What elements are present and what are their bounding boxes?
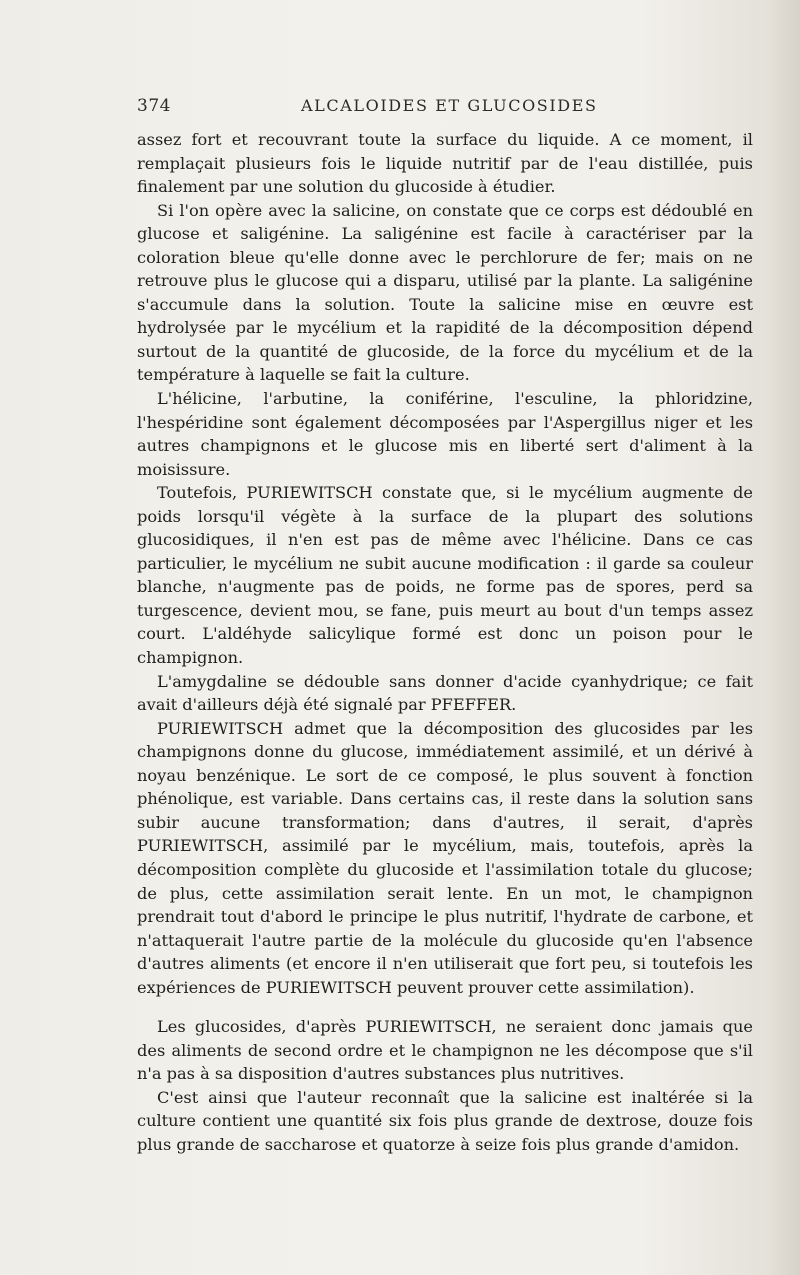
page-number: 374 [137,96,171,116]
paragraph-helicine: L'hélicine, l'arbutine, la coniférine, l'esculine, la phloridzine, l'hespéridine sont également décomposées par l'Aspergillus niger et les autres champignons et le glucose mis en liberté sert d'aliment à la moisissure. [137,389,753,479]
running-head: ALCALOIDES ET GLUCOSIDES [301,96,598,115]
paragraph-continued: assez fort et recouvrant toute la surface du liquide. A ce moment, il remplaçait plusieurs fois le liquide nutritif par de l'eau distillée, puis finalement par une solution du glucoside à étudier. [137,130,753,197]
page-header [137,96,607,120]
paragraph-salicine-inalteree: C'est ainsi que l'auteur reconnaît que la salicine est inaltérée si la culture contient une quantité six fois plus grande de dextrose, douze fois plus grande de saccharose et quatorze à seize fois plus grande d'amidon. [137,1087,753,1154]
paragraph-amygdaline: L'amygdaline se dédouble sans donner d'acide cyanhydrique; ce fait avait d'ailleurs déjà été signalé par PFEFFER. [137,671,753,715]
paragraph-puriewitsch-admet: PURIEWITSCH admet que la décomposition des glucosides par les champignons donne du glucose, immédiatement assimilé, et un dérivé à noyau benzénique. Le sort de ce composé, le plus souvent à fonction phénolique, est variable. Dans certains cas, il reste dans la solution sans subir aucune transformation; dans d'autres, il serait, d'après PURIEWITSCH, assimilé par le mycélium, mais, toutefois, après la décomposition complète du glucoside et l'assimilation totale du glucose; de plus, cette assimilation serait lente. En un mot, le champignon prendrait tout d'abord le principe le plus nutritif, l'hydrate de carbone, et n'attaquerait l'autre partie de la molécule du glucoside qu'en l'absence d'autres aliments (et encore il n'en utiliserait que fort peu, si toutefois les expériences de PURIEWITSCH peuvent prouver cette assimilation). [137,718,753,997]
paragraph-salicine: Si l'on opère avec la salicine, on constate que ce corps est dédoublé en glucose et saligénine. La saligénine est facile à caractériser par la coloration bleue qu'elle donne avec le perchlorure de fer; mais on ne retrouve plus le glucose qui a disparu, utilisé par la plante. La saligénine s'accumule dans la solution. Toute la salicine mise en œuvre est hydrolysée par le mycélium et la rapidité de la décomposition dépend surtout de la quantité de glucoside, de la force du mycélium et de la température à laquelle se fait la culture. [137,200,753,385]
body-text [137,128,753,1157]
paragraph-toutefois: Toutefois, PURIEWITSCH constate que, si le mycélium augmente de poids lorsqu'il végète à la surface de la plupart des solutions glucosidiques, il n'en est pas de même avec l'hélicine. Dans ce cas particulier, le mycélium ne subit aucune modification : il garde sa couleur blanche, n'augmente pas de poids, ne forme pas de spores, perd sa turgescence, devient mou, se fane, puis meurt au bout d'un temps assez court. L'aldéhyde salicylique formé est donc un poison pour le champignon. [137,483,753,668]
paragraph-glucosides-aliments: Les glucosides, d'après PURIEWITSCH, ne seraient donc jamais que des aliments de second ordre et le champignon ne les décompose que s'il n'a pas à sa disposition d'autres substances plus nutritives. [137,1017,753,1084]
